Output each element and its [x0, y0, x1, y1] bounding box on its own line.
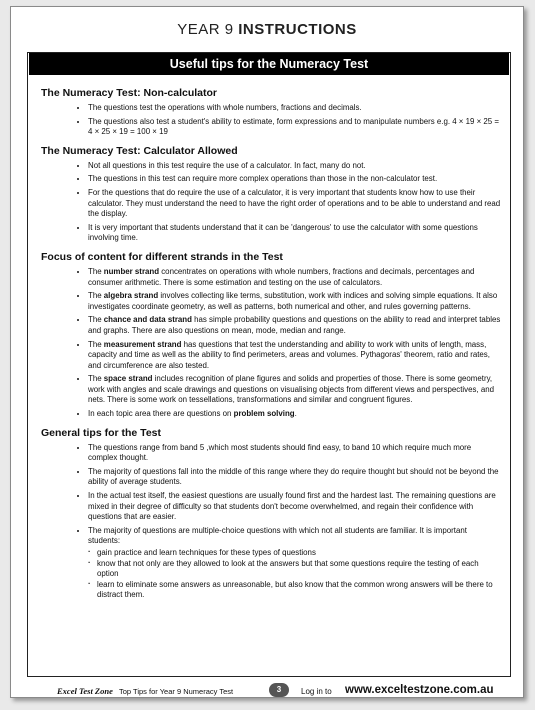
item-text: includes recognition of plane figures and solids and properties of those. There is some geometry, work with angles and scale drawings and questions on visualising objects from different views and perspectives, and nets. There is some work on tessellations, transformations and similar and congruent figures.: [88, 374, 495, 405]
strands-list: [41, 267, 501, 420]
list-item: • The majority of questions fall into the middle of this range where they do require thought but should not be beyond the ability of average students.: [88, 467, 501, 488]
section-title-calculator-allowed: The Numeracy Test: Calculator Allowed: [41, 144, 238, 157]
tips-banner: Useful tips for the Numeracy Test: [29, 53, 509, 75]
calculator-allowed-list: [41, 161, 501, 244]
page-heading: [11, 21, 523, 38]
sub-list-item: · know that not only are they allowed to look at the answers but that some questions require the testing of each option: [88, 559, 501, 580]
year-label: YEAR 9: [177, 21, 234, 38]
instructions-label: INSTRUCTIONS: [238, 21, 357, 38]
section-title-strands: Focus of content for different strands in the Test: [41, 250, 283, 263]
item-text: The: [88, 315, 104, 325]
list-item: • The questions in this test can require more complex operations than those in the non-calculator test.: [88, 174, 501, 185]
item-text: The: [88, 291, 104, 301]
list-item-space-strand: [88, 374, 501, 406]
list-item: • Not all questions in this test require the use of a calculator. In fact, many do not.: [88, 161, 501, 172]
general-tips-list: [41, 443, 501, 601]
list-item: • The questions also test a student's ability to estimate, form expressions and to manipulate numbers e.g. 4 × 19 × 25 = 4 × 25 × 19 = 100 × 19: [88, 117, 501, 138]
item-text: The: [88, 266, 104, 276]
list-item-algebra-strand: [88, 291, 501, 312]
page-footer: [11, 683, 523, 699]
sub-list-item: · learn to eliminate some answers as unreasonable, but also know that the common wrong answers will be there to distract them.: [88, 580, 501, 601]
item-text: has simple probability questions and questions on the ability to read and interpret tables and graphs. There are also questions on mean, mode, median and range.: [88, 315, 501, 335]
brand-logo-text: Excel Test Zone: [57, 686, 113, 696]
sub-list-item: · gain practice and learn techniques for these types of questions: [88, 548, 501, 559]
strand-name: space strand: [103, 374, 153, 384]
worksheet-page: [10, 6, 524, 698]
website-url: www.exceltestzone.com.au: [345, 684, 494, 696]
non-calculator-list: [41, 103, 501, 138]
list-item-measurement-strand: [88, 340, 501, 372]
item-text: The: [88, 339, 104, 349]
page-number-badge: 3: [269, 683, 289, 697]
list-item-number-strand: [88, 267, 501, 288]
section-title-non-calculator: The Numeracy Test: Non-calculator: [41, 87, 218, 99]
list-item-multiple-choice: [88, 526, 501, 601]
item-text: The majority of questions are multiple-choice questions with which not all students are familiar. It is important students:: [88, 525, 467, 546]
section-title-general-tips: General tips for the Test: [41, 426, 161, 439]
item-text: The: [88, 374, 104, 384]
item-text: has questions that test the understanding and ability to work with units of length, mass, capacity and time as well as the ability to find perimeters, areas and volumes. Pythagoras' theorem, ratio and rates, and circumference are also tested.: [88, 339, 490, 370]
strand-name: chance and data strand: [103, 315, 192, 325]
login-text: Log in to: [301, 687, 332, 696]
list-item: • In the actual test itself, the easiest questions are usually found first and the hardest last. The remaining questions are mixed in their degree of difficulty so that students don't become overwhelmed, and regain their confidence with questions that are easier.: [88, 491, 501, 523]
item-text: concentrates on operations with whole numbers, fractions and decimals, percentages and consumer arithmetic. There is some estimation and testing on the use of calculators.: [88, 266, 475, 287]
strand-name: number strand: [103, 266, 160, 276]
list-item: • It is very important that students understand that it can be 'dangerous' to use the calculator with some questions involving time.: [88, 223, 501, 244]
footer-subtitle: Top Tips for Year 9 Numeracy Test: [119, 687, 234, 696]
sub-list: [88, 548, 501, 601]
content-body: [41, 87, 501, 608]
item-text: In each topic area there are questions on: [88, 409, 234, 419]
item-text: .: [294, 409, 297, 419]
list-item: • The questions range from band 5 ,which most students should find easy, to band 10 which require much more complex thought.: [88, 443, 501, 464]
strand-name: problem solving: [233, 409, 295, 419]
strand-name: measurement strand: [103, 339, 182, 349]
item-text: involves collecting like terms, substitution, work with indices and solving simple equations. It also investigates coordinate geometry, as well as patterns, both numerical and other, and rules governing patterns.: [88, 291, 498, 311]
list-item-chance-data-strand: [88, 315, 501, 336]
strand-name: algebra strand: [103, 291, 159, 301]
list-item: • The questions test the operations with whole numbers, fractions and decimals.: [88, 103, 501, 114]
list-item-problem-solving: [88, 409, 501, 420]
list-item: • For the questions that do require the use of a calculator, it is very important that students know how to use their calculator. They must understand the need to have the right order of operations and to be able to understand and read the display.: [88, 188, 501, 220]
